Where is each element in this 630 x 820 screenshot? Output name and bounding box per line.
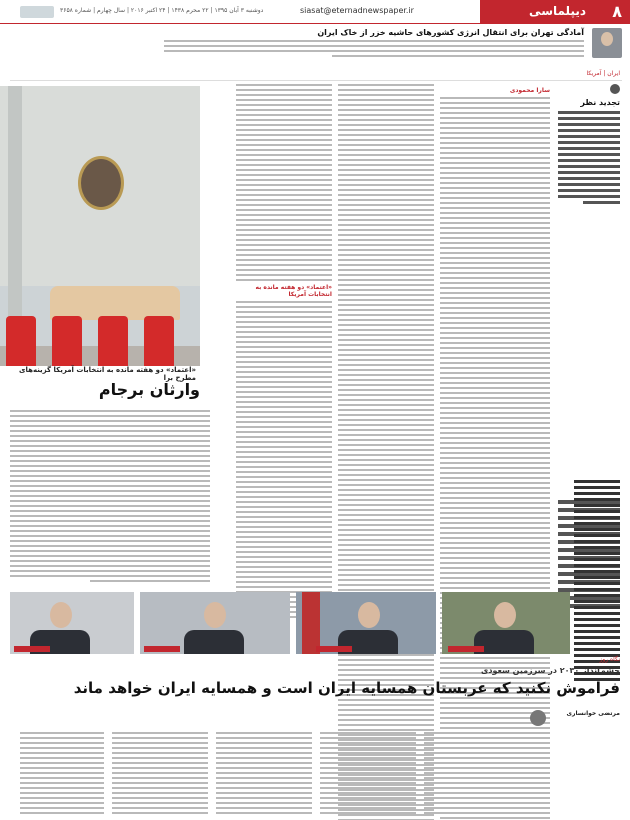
- bottom-column: [112, 732, 208, 817]
- bottom-headline: [8, 666, 620, 697]
- page-header: [0, 0, 630, 24]
- lead-photo: [592, 28, 622, 58]
- portrait-photo: [296, 592, 436, 654]
- article-column-3: [236, 84, 332, 621]
- article-column-2: [338, 84, 434, 820]
- author-name: مرتضی خوانساری: [566, 710, 620, 717]
- bottom-kicker: چشم‌انداز ۲۰۳۰ در سرزمین سعودی: [481, 666, 620, 675]
- column-icon: [610, 84, 620, 94]
- bottom-column: [20, 732, 104, 817]
- bottom-column: [216, 732, 312, 817]
- feature-body: [10, 410, 210, 585]
- mid-subheading: «اعتماد» دو هفته مانده به انتخابات آمریکا: [255, 284, 332, 298]
- red-chair: [144, 316, 174, 366]
- bottom-column: [320, 732, 416, 817]
- bottom-title: فراموش نکنید که عربستان همسایه ایران است و همسایه ایران خواهد ماند: [73, 679, 620, 697]
- feature-photo-room: [0, 86, 200, 366]
- lead-title: آمادگی تهران برای انتقال انرژی کشورهای حاشیه خزر از خاک ایران: [317, 28, 584, 37]
- right-column-heading: تجدید نظر: [580, 98, 620, 107]
- red-chair: [6, 316, 36, 366]
- author-box: [530, 710, 620, 726]
- portrait-painting: [78, 156, 124, 210]
- newspaper-logo: [20, 6, 54, 18]
- portrait-photo: [140, 592, 290, 654]
- side-quote: [574, 480, 620, 684]
- site-email: siasat@eternadnewspaper.ir: [300, 6, 414, 15]
- bottom-column: [424, 732, 520, 817]
- sofa: [50, 286, 180, 320]
- red-chair: [52, 316, 82, 366]
- lead-body: [164, 40, 584, 60]
- feature-title: وارثان برجام: [98, 380, 200, 399]
- lead-story: [10, 28, 622, 58]
- header-rule: [0, 23, 630, 24]
- red-chair: [98, 316, 128, 366]
- photo-strip: [10, 592, 570, 654]
- page-number: ٨: [612, 2, 622, 21]
- section-tag-top: ایران | آمریکا: [586, 70, 620, 77]
- date-line: دوشنبه ۳ آبان ۱۳۹۵ | ۲۲ محرم ۱۴۳۸ | ۲۴ اکتبر ۲۰۱۶ | سال چهارم | شماره ۳۶۵۸: [60, 7, 264, 14]
- right-column: [558, 84, 620, 207]
- photo-caption: «اعتماد» دو هفته مانده به انتخابات آمریکا گزینه‌های مطرح برا: [19, 366, 196, 382]
- portrait-photo: [442, 592, 570, 654]
- section-tag-bottom: نگاه روز: [599, 656, 620, 663]
- section-title: دیپلماسی: [529, 4, 586, 18]
- column-author: سارا محمودی: [509, 87, 550, 94]
- portrait-photo: [10, 592, 134, 654]
- avatar: [530, 710, 546, 726]
- divider: [10, 80, 622, 81]
